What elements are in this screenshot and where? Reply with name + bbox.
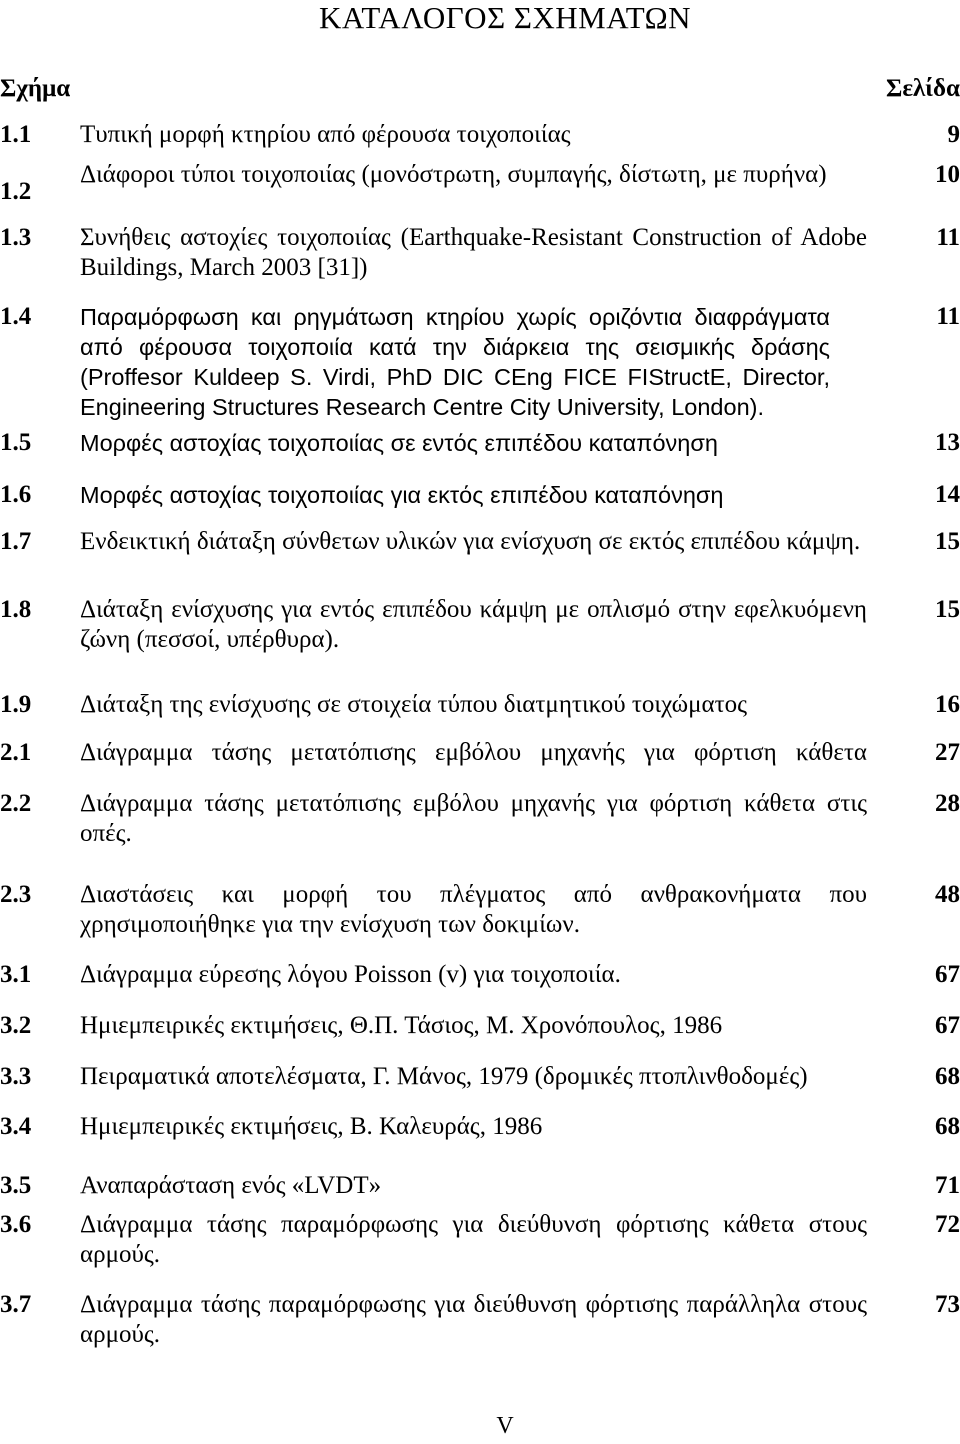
entry-text: Ενδεικτική διάταξη σύνθετων υλικών για ενίσχυση σε εκτός επιπέδου κάμψη.: [80, 528, 861, 555]
entry-text: Διάγραμμα τάσης παραμόρφωσης για διεύθυνση φόρτισης κάθετα στους αρμούς.: [80, 1211, 867, 1268]
page-number-footer: V: [496, 1413, 514, 1439]
entry-number: 3.3: [0, 1063, 32, 1090]
entry-text: Διάγραμμα τάσης μετατόπισης εμβόλου μηχανής για φόρτιση κάθετα: [80, 739, 867, 766]
entry-number: 2.3: [0, 881, 32, 908]
entry-page: 11: [936, 224, 960, 251]
entry-page: 27: [935, 739, 960, 766]
entry-number: 1.2: [0, 178, 32, 205]
entry-number: 1.6: [0, 481, 32, 508]
entry-text: Τυπική μορφή κτηρίου από φέρουσα τοιχοποιίας: [80, 121, 571, 148]
entry-number: 1.5: [0, 429, 32, 456]
entry-number: 1.9: [0, 691, 32, 718]
entry-number: 2.2: [0, 790, 32, 817]
entry-text: Διάταξη της ενίσχυσης σε στοιχεία τύπου διατμητικού τοιχώματος: [80, 691, 748, 718]
page-title: ΚΑΤΑΛΟΓΟΣ ΣΧΗΜΑΤΩΝ: [318, 0, 692, 35]
entry-number: 3.5: [0, 1172, 32, 1199]
entry-text: Διαστάσεις και μορφή του πλέγματος από ανθρακονήματα που χρησιμοποιήθηκε για την ενίσχυση των δοκιμίων.: [80, 881, 867, 938]
entry-text: Ημιεμπειρικές εκτιμήσεις, Θ.Π. Τάσιος, Μ. Χρονόπουλος, 1986: [80, 1012, 723, 1039]
entry-text: Συνήθεις αστοχίες τοιχοποιίας (Earthquake-Resistant Construction of Adobe Buildings, March 2003 [31]): [80, 224, 867, 281]
entry-page: 13: [935, 429, 960, 456]
entry-page: 10: [935, 161, 960, 188]
entry-number: 1.1: [0, 121, 32, 148]
entry-page: 48: [935, 881, 960, 908]
entry-page: 67: [935, 961, 960, 988]
entry-text: Διάφοροι τύποι τοιχοποιίας (μονόστρωτη, συμπαγής, δίστωτη, με πυρήνα): [80, 161, 827, 188]
entry-number: 3.6: [0, 1211, 32, 1238]
entry-page: 68: [935, 1113, 960, 1140]
entry-number: 1.7: [0, 528, 32, 555]
entry-text: Πειραματικά αποτελέσματα, Γ. Μάνος, 1979 (δρομικές πτοπλινθοδομές): [80, 1063, 808, 1090]
entry-text: Παραμόρφωση και ρηγμάτωση κτηρίου χωρίς οριζόντια διαφράγματα από φέρουσα τοιχοποιία κατά την διάρκεια της σεισμικής δράσης (Proffesor Kuldeep S. Virdi, PhD DIC CEng FICE FIStructE, Director, Engineering Structures Research Centre City University, London).: [80, 304, 830, 420]
entry-page: 16: [935, 691, 960, 718]
entry-page: 71: [935, 1172, 960, 1199]
entry-number: 1.4: [0, 303, 32, 330]
entry-number: 3.1: [0, 961, 32, 988]
column-header-figure: Σχήμα: [0, 75, 71, 102]
entry-text: Διάγραμμα εύρεσης λόγου Poisson (v) για τοιχοποιία.: [80, 961, 621, 988]
entry-text: Διάταξη ενίσχυσης για εντός επιπέδου κάμψη με οπλισμό στην εφελκυόμενη ζώνη (πεσσοί, υπέρθυρα).: [80, 596, 867, 653]
entry-text: Διάγραμμα τάσης παραμόρφωσης για διεύθυνση φόρτισης παράλληλα στους αρμούς.: [80, 1291, 867, 1348]
entry-text: Αναπαράσταση ενός «LVDT»: [80, 1172, 382, 1199]
entry-page: 72: [935, 1211, 960, 1238]
entry-number: 3.2: [0, 1012, 32, 1039]
entry-number: 1.3: [0, 224, 32, 251]
entry-page: 28: [935, 790, 960, 817]
entry-page: 14: [935, 481, 960, 508]
entry-number: 1.8: [0, 596, 32, 623]
entry-text: Ημιεμπειρικές εκτιμήσεις, Β. Καλευράς, 1986: [80, 1113, 543, 1140]
entry-number: 3.4: [0, 1113, 32, 1140]
column-header-page: Σελίδα: [886, 75, 960, 102]
entry-page: 15: [935, 528, 960, 555]
entry-page: 68: [935, 1063, 960, 1090]
entry-page: 15: [935, 596, 960, 623]
entry-page: 11: [936, 303, 960, 330]
entry-page: 9: [947, 121, 960, 148]
entry-page: 67: [935, 1012, 960, 1039]
entry-number: 3.7: [0, 1291, 32, 1318]
entry-text: Μορφές αστοχίας τοιχοποιίας για εκτός επιπέδου καταπόνηση: [80, 482, 724, 508]
entry-text: Διάγραμμα τάσης μετατόπισης εμβόλου μηχανής για φόρτιση κάθετα στις οπές.: [80, 790, 867, 847]
entry-number: 2.1: [0, 739, 32, 766]
entry-text: Μορφές αστοχίας τοιχοποιίας σε εντός επιπέδου καταπόνηση: [80, 430, 718, 456]
entry-page: 73: [935, 1291, 960, 1318]
